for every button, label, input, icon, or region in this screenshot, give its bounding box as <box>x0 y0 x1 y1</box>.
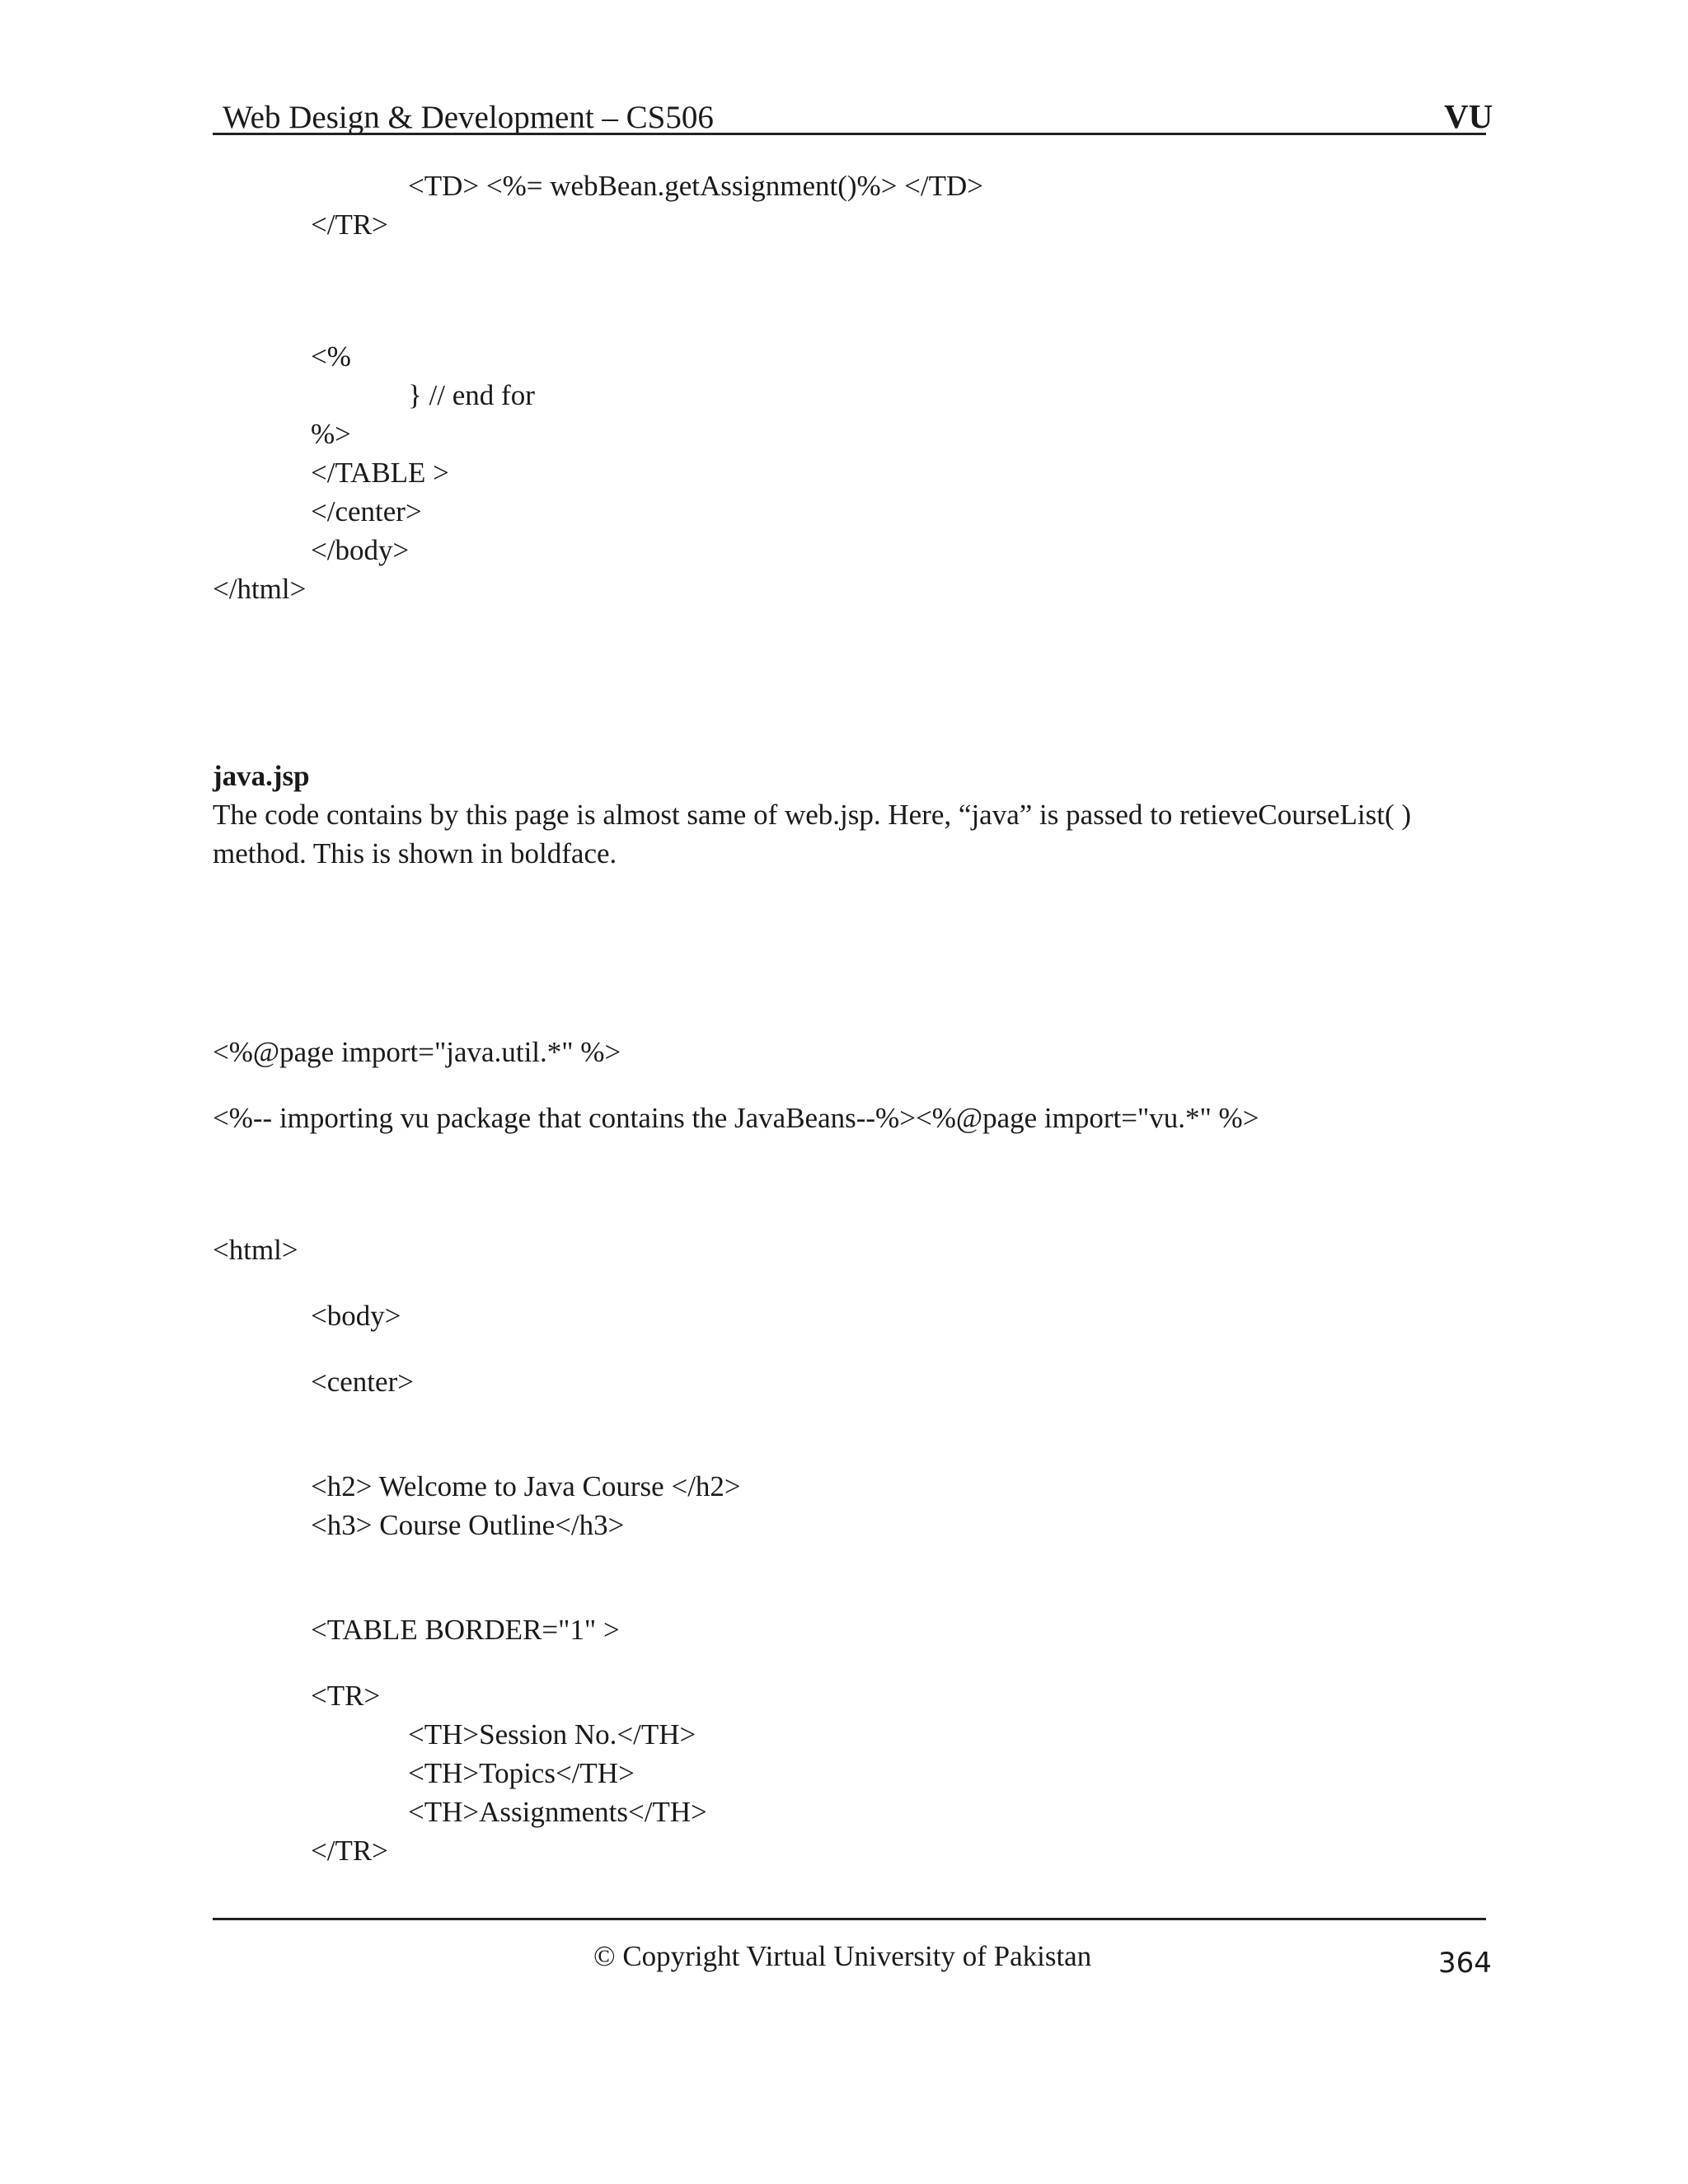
code-line: <TR> <box>311 1680 381 1712</box>
code-line: <TH>Session No.</TH> <box>408 1718 696 1750</box>
page-number: 364 <box>1438 1947 1492 1980</box>
code-line: <h2> Welcome to Java Course </h2> <box>311 1470 741 1502</box>
code-line: </body> <box>311 534 410 566</box>
section-heading: java.jsp <box>213 760 310 792</box>
header-title: Web Design & Development – CS506 <box>223 100 714 135</box>
code-line: <center> <box>311 1366 414 1398</box>
code-line: </html> <box>213 573 307 605</box>
code-line: } // end for <box>408 379 535 411</box>
code-line: </TABLE > <box>311 457 449 489</box>
code-line: <TABLE BORDER="1" > <box>311 1614 620 1646</box>
code-line: <TH>Topics</TH> <box>408 1757 635 1789</box>
code-line: <% <box>311 340 351 373</box>
code-line: <html> <box>213 1234 298 1266</box>
code-line: <TH>Assignments</TH> <box>408 1796 707 1828</box>
code-line: <TD> <%= webBean.getAssignment()%> </TD> <box>408 170 984 202</box>
code-line: <body> <box>311 1300 401 1332</box>
header-rule <box>213 133 1486 135</box>
code-line: </TR> <box>311 209 388 241</box>
code-line: </center> <box>311 495 422 527</box>
footer-copyright: © Copyright Virtual University of Pakistan <box>593 1940 1092 1972</box>
code-line: <%@page import="java.util.*" %> <box>213 1036 621 1068</box>
code-line: <%-- importing vu package that contains the JavaBeans--%><%@page import="vu.*" %> <box>213 1102 1259 1134</box>
footer-rule <box>213 1918 1486 1920</box>
section-paragraph-line: method. This is shown in boldface. <box>213 837 617 869</box>
code-line: <h3> Course Outline</h3> <box>311 1509 625 1541</box>
code-line: </TR> <box>311 1835 388 1867</box>
header-logo-text: VU <box>1444 97 1493 135</box>
code-line: %> <box>311 418 351 450</box>
section-paragraph-line: The code contains by this page is almost same of web.jsp. Here, “java” is passed to retieveCourseList( ) <box>213 799 1412 831</box>
